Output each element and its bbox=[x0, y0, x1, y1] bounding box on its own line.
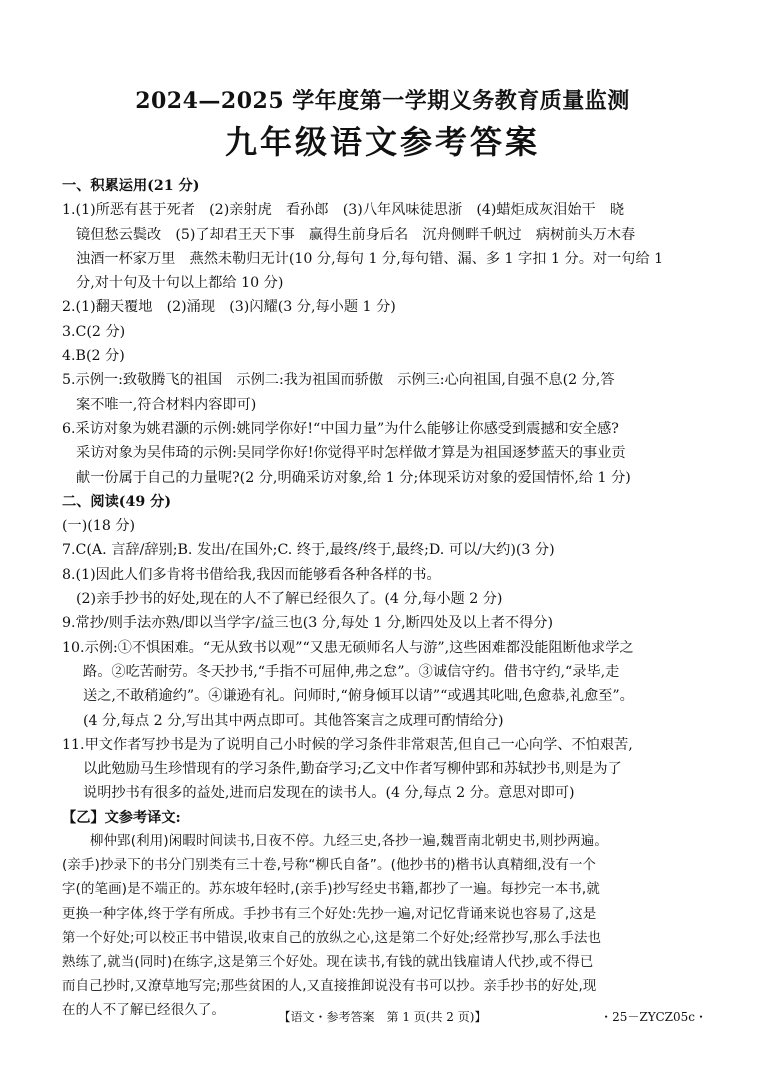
q6-line: 采访对象为吴伟琦的示例:吴同学你好!你觉得平时怎样做才算是为祖国逐梦蓝天的事业贡 bbox=[76, 445, 626, 462]
translation-line: 熟练了,就当(同时)在练字,这是第三个好处。现在读书,有钱的就出钱雇请人代抄,或不得已 bbox=[62, 955, 594, 971]
translation-body bbox=[62, 830, 710, 1024]
answer-content bbox=[62, 174, 710, 1024]
q6-line: 6.采访对象为姚君灏的示例:姚同学你好!“中国力量”为什么能够让你感受到震撼和安全感? bbox=[62, 420, 619, 437]
q6-line: 献一份属于自己的力量呢?(2 分,明确采访对象,给 1 分;体现采访对象的爱国情怀,给 1 分) bbox=[76, 469, 631, 486]
question-5 bbox=[62, 368, 710, 417]
q8-line: (2)亲手抄书的好处,现在的人不了解已经很久了。(4 分,每小题 2 分) bbox=[76, 591, 503, 608]
translation-line: 而自己抄时,又潦草地写完;那些贫困的人,又直接推卸说没有书可以抄。亲手抄书的好处,现 bbox=[62, 979, 597, 995]
translation-line: 第一个好处;可以校正书中错误,收束自己的放纵之心,这是第二个好处;经常抄写,那么手法也 bbox=[62, 930, 602, 946]
q11-line: 以此勉励马生珍惜现有的学习条件,勤奋学习;乙文中作者写柳仲郢和苏轼抄书,则是为了 bbox=[83, 761, 622, 778]
answer-title: 九年级语文参考答案 bbox=[224, 123, 540, 161]
translation-heading: 【乙】文参考译文: bbox=[62, 809, 181, 826]
question-6 bbox=[62, 417, 710, 490]
q10-line: 路。②吃苦耐劳。冬天抄书,“手指不可屈伸,弗之怠”。③诚信守约。借书守约,“录毕,走 bbox=[83, 663, 620, 680]
q11-line: 11.甲文作者写抄书是为了说明自己小时候的学习条件非常艰苦,但自己一心向学、不怕艰苦, bbox=[62, 736, 633, 753]
q10-line: (4 分,每点 2 分,写出其中两点即可。其他答案言之成理可酌情给分) bbox=[83, 712, 504, 729]
question-7: 7.C(A. 言辞/辞别;B. 发出/在国外;C. 终于,最终/终于,最终;D. 可以/大约)(3 分) bbox=[62, 542, 555, 559]
footer-page-label: 【语文・参考答案 第 1 页(共 2 页)】 bbox=[278, 1010, 487, 1024]
q10-line: 10.示例:①不惧困难。“无从致书以观”“又患无硕师名人与游”,这些困难都没能阻断他求学之 bbox=[62, 639, 634, 656]
q8-line: 8.(1)因此人们多肯将书借给我,我因而能够看各种各样的书。 bbox=[62, 566, 441, 583]
question-1 bbox=[62, 198, 710, 295]
section1-heading: 一、积累运用(21 分) bbox=[62, 178, 200, 194]
question-11 bbox=[62, 733, 710, 806]
page-footer bbox=[0, 1008, 765, 1028]
q1-line: 镜但愁云鬓改 (5)了却君王天下事 赢得生前身后名 沉舟侧畔千帆过 病树前头万木春 bbox=[76, 226, 636, 243]
subsection-1: (一)(18 分) bbox=[62, 518, 136, 535]
q5-line: 5.示例一:致敬腾飞的祖国 示例二:我为祖国而骄傲 示例三:心向祖国,自强不息(2 分,答 bbox=[62, 372, 615, 389]
question-8 bbox=[62, 563, 710, 612]
translation-line: 更换一种字体,终于学有所成。手抄书有三个好处:先抄一遍,对记忆背诵来说也容易了,这是 bbox=[62, 906, 597, 922]
q1-line: 分,对十句及十句以上都给 10 分) bbox=[76, 275, 284, 292]
footer-code: ・25－ZYCZ05c・ bbox=[600, 1010, 707, 1024]
question-9: 9.常抄/则手法亦熟/即以当学字/益三也(3 分,每处 1 分,断四处及以上者不得分) bbox=[62, 615, 553, 632]
translation-line: 字(的笔画)是不端正的。苏东坡年轻时,(亲手)抄写经史书籍,都抄了一遍。每抄完一本书,就 bbox=[62, 882, 600, 898]
q11-line: 说明抄书有很多的益处,进而启发现在的读书人。(4 分,每点 2 分。意思对即可) bbox=[83, 785, 575, 802]
q1-line: 1.(1)所恶有甚于死者 (2)亲射虎 看孙郎 (3)八年风味徒思浙 (4)蜡炬成灰泪始干 晓 bbox=[62, 202, 625, 219]
translation-line: (亲手)抄录下的书分门别类有三十卷,号称“柳氏自备”。(他抄书的)楷书认真精细,没有一个 bbox=[62, 858, 597, 874]
q1-line: 浊酒一杯家万里 燕然未勒归无计(10 分,每句 1 分,每句错、漏、多 1 字扣 1 分。对一句给 1 bbox=[76, 250, 664, 267]
section2-heading: 二、阅读(49 分) bbox=[62, 493, 172, 510]
question-2: 2.(1)翻天覆地 (2)涌现 (3)闪耀(3 分,每小题 1 分) bbox=[62, 299, 396, 316]
q5-line: 案不唯一,符合材料内容即可) bbox=[76, 396, 257, 413]
question-10 bbox=[62, 636, 710, 733]
exam-title: 2024—2025 学年度第一学期义务教育质量监测 bbox=[135, 88, 630, 114]
question-3: 3.C(2 分) bbox=[62, 323, 126, 340]
question-4: 4.B(2 分) bbox=[62, 348, 125, 365]
translation-line: 在的人不了解已经很久了。 bbox=[62, 1003, 226, 1019]
q10-line: 送之,不敢稍逾约”。④谦逊有礼。问师时,“俯身倾耳以请”“或遇其叱咄,色愈恭,礼愈至”。 bbox=[83, 688, 634, 705]
translation-line: 柳仲郢(利用)闲暇时间读书,日夜不停。九经三史,各抄一遍,魏晋南北朝史书,则抄两遍。 bbox=[90, 834, 608, 850]
